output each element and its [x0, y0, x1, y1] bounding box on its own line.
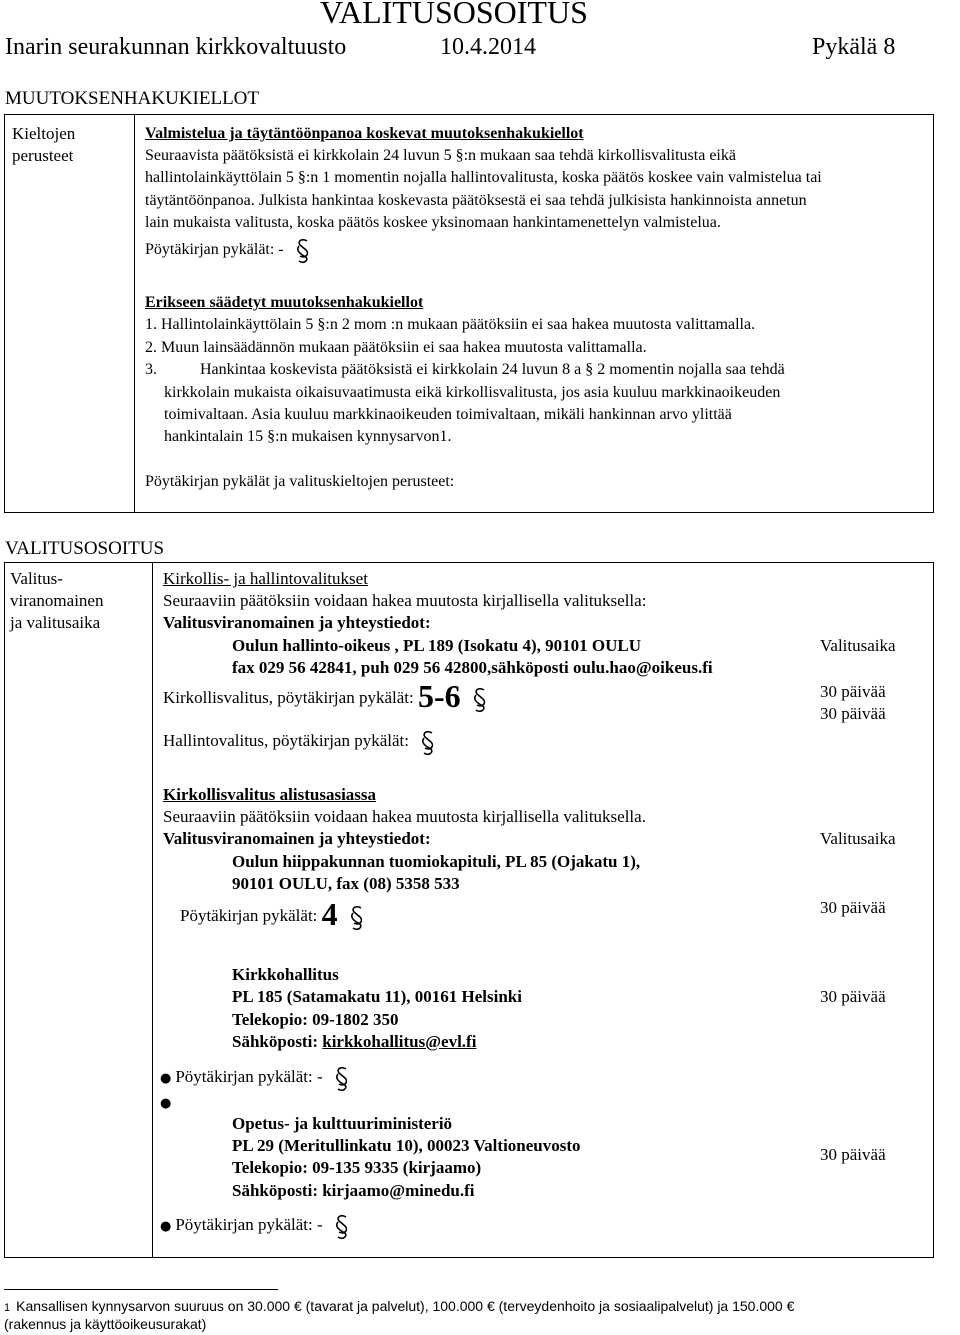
appeal-heading: VALITUSOSOITUS	[5, 538, 165, 559]
restriction-item-3-line1: Hankintaa koskevista päätöksistä ei kirkkolain 24 luvun 8 a § 2 momentin nojalla saa tehdä	[200, 361, 785, 378]
ministry-days: 30 päivää	[820, 1145, 886, 1164]
church-admin-authority-label: Valitusviranomainen ja yhteystiedot:	[163, 613, 431, 632]
church-appeal-days: 30 päivää	[820, 682, 886, 701]
church-council-days: 30 päivää	[820, 987, 886, 1006]
restrictions-label-line2: perusteet	[12, 146, 74, 165]
court-address-line2: fax 029 56 42841, puh 029 56 42800,sähköposti oulu.hao@oikeus.fi	[232, 658, 713, 677]
bullet-icon: ●	[160, 1096, 172, 1111]
restriction-sections-grounds: Pöytäkirjan pykälät ja valituskieltojen perusteet:	[145, 473, 455, 490]
section-sign-icon	[296, 238, 310, 264]
preparation-sections-text: Pöytäkirjan pykälät: -	[145, 241, 284, 258]
church-council-sections-label: Pöytäkirjan pykälät: -	[175, 1067, 323, 1086]
admin-appeal-sections-label: Hallintovalitus, pöytäkirjan pykälät:	[163, 731, 409, 750]
section-sign-icon	[350, 905, 364, 931]
appeal-period-header-1: Valitusaika	[820, 636, 896, 655]
preparation-para-line4: lain mukaista valitusta, koska päätös koskee yksinomaan hankintamenettelyn valmistelua.	[145, 214, 721, 231]
organization-name: Inarin seurakunnan kirkkovaltuusto	[5, 34, 347, 60]
appeal-divider	[152, 562, 153, 1258]
restrictions-divider	[134, 114, 135, 513]
footnote-separator	[4, 1289, 278, 1290]
empty-bullet	[160, 1091, 175, 1115]
admin-appeal-days: 30 päivää	[820, 704, 886, 723]
section-sign-icon	[473, 687, 487, 713]
preparation-para-line2: hallintolainkäyttölain 5 §:n 1 momentin nojalla hallintovalitusta, koska päätös koskee vain valmistelua tai	[145, 169, 822, 186]
preparation-restrictions-title: Valmistelua ja täytäntöönpanoa koskevat muutoksenhakukiellot	[145, 125, 584, 142]
appeal-label-line2: viranomainen	[10, 591, 104, 610]
church-appeal-sections	[163, 678, 487, 714]
church-council-sections	[160, 1066, 349, 1092]
bullet-icon: ●	[160, 1219, 172, 1234]
restriction-item-3-number: 3.	[145, 361, 157, 378]
submission-days: 30 päivää	[820, 898, 886, 917]
preparation-para-line1: Seuraavista päätöksistä ei kirkkolain 24 luvun 5 §:n mukaan saa tehdä kirkollisvalitusta eikä	[145, 147, 736, 164]
church-appeal-sections-value: 5-6	[417, 678, 461, 714]
restrictions-label-line1: Kieltojen	[12, 124, 76, 143]
ministry-sections	[160, 1214, 349, 1240]
section-sign-icon	[421, 730, 435, 756]
preparation-para-line3a: täytäntöönpanoa.	[145, 192, 255, 209]
church-council-email-label: Sähköposti:	[232, 1032, 318, 1051]
restriction-item-2: 2. Muun lainsäädännön mukaan päätöksiin ei saa hakea muutosta valittamalla.	[145, 339, 647, 356]
section-sign-icon	[335, 1066, 349, 1092]
ministry-sections-label: Pöytäkirjan pykälät: -	[175, 1215, 323, 1234]
submission-sections	[180, 896, 364, 932]
restriction-item-3-line4: hankintalain 15 §:n mukaisen kynnysarvon1.	[164, 428, 452, 445]
ministry-fax: Telekopio: 09-135 9335 (kirjaamo)	[232, 1158, 482, 1177]
church-admin-appeals-intro: Seuraaviin päätöksiin voidaan hakea muutosta kirjallisella valituksella:	[163, 591, 647, 610]
church-admin-appeals-title: Kirkollis- ja hallintovalitukset	[163, 569, 368, 588]
appeal-label-line1: Valitus-	[10, 569, 63, 588]
preparation-para-line3b: Julkista hankintaa koskevasta päätöksestä ei saa tehdä julkisista hankinnoista annetun	[258, 192, 807, 209]
church-council-email	[232, 1031, 476, 1053]
restrictions-heading: MUUTOKSENHAKUKIELLOT	[5, 88, 260, 109]
preparation-para-line3	[145, 190, 807, 212]
admin-appeal-sections	[163, 730, 435, 756]
restriction-item-3-line3: toimivaltaan. Asia kuuluu markkinaoikeuden toimivaltaan, mikäli hankinnan arvo ylittää	[164, 406, 732, 423]
ministry-name: Opetus- ja kulttuuriministeriö	[232, 1114, 453, 1133]
church-council-email-link[interactable]: kirkkohallitus@evl.fi	[322, 1032, 477, 1051]
submission-appeal-intro: Seuraaviin päätöksiin voidaan hakea muutosta kirjallisella valituksella.	[163, 807, 646, 826]
section-number: Pykälä 8	[812, 34, 896, 60]
church-appeal-sections-label: Kirkollisvalitus, pöytäkirjan pykälät:	[163, 688, 414, 707]
appeal-label-line3: ja valitusaika	[10, 613, 101, 632]
meeting-date: 10.4.2014	[440, 34, 536, 60]
court-address-line1: Oulun hallinto-oikeus , PL 189 (Isokatu 4), 90101 OULU	[232, 636, 642, 655]
document-title: VALITUSOSOITUS	[320, 0, 588, 30]
restriction-item-3-line2: kirkkolain mukaista oikaisuvaatimusta eikä kirkollisvalitusta, jos asia kuuluu markkinaoikeuden	[164, 384, 781, 401]
church-council-address: PL 185 (Satamakatu 11), 00161 Helsinki	[232, 987, 522, 1006]
footnote-line2: (rakennus ja käyttöoikeusurakat)	[4, 1316, 207, 1332]
submission-authority-label: Valitusviranomainen ja yhteystiedot:	[163, 829, 431, 848]
church-council-name: Kirkkohallitus	[232, 965, 339, 984]
submission-appeal-title: Kirkollisvalitus alistusasiassa	[163, 785, 377, 804]
preparation-sections	[145, 238, 310, 264]
submission-sections-label: Pöytäkirjan pykälät:	[180, 906, 318, 925]
separate-restrictions-title: Erikseen säädetyt muutoksenhakukiellot	[145, 294, 424, 311]
ministry-email: Sähköposti: kirjaamo@minedu.fi	[232, 1181, 475, 1200]
chapter-address-line1: Oulun hiippakunnan tuomiokapituli, PL 85 (Ojakatu 1),	[232, 852, 641, 871]
restriction-item-1: 1. Hallintolainkäyttölain 5 §:n 2 mom :n mukaan päätöksiin ei saa hakea muutosta valittamalla.	[145, 316, 756, 333]
footnote-text-line1: Kansallisen kynnysarvon suuruus on 30.000 € (tavarat ja palvelut), 100.000 € (terveydenhoito ja sosiaalipalvelut) ja 150.000 €	[16, 1298, 795, 1314]
chapter-address-line2: 90101 OULU, fax (08) 5358 533	[232, 874, 460, 893]
section-sign-icon	[335, 1214, 349, 1240]
ministry-address: PL 29 (Meritullinkatu 10), 00023 Valtioneuvosto	[232, 1136, 581, 1155]
submission-sections-value: 4	[321, 896, 338, 932]
church-council-fax: Telekopio: 09-1802 350	[232, 1010, 399, 1029]
appeal-period-header-2: Valitusaika	[820, 829, 896, 848]
bullet-icon: ●	[160, 1071, 172, 1086]
footnote-number: 1	[4, 1302, 11, 1314]
